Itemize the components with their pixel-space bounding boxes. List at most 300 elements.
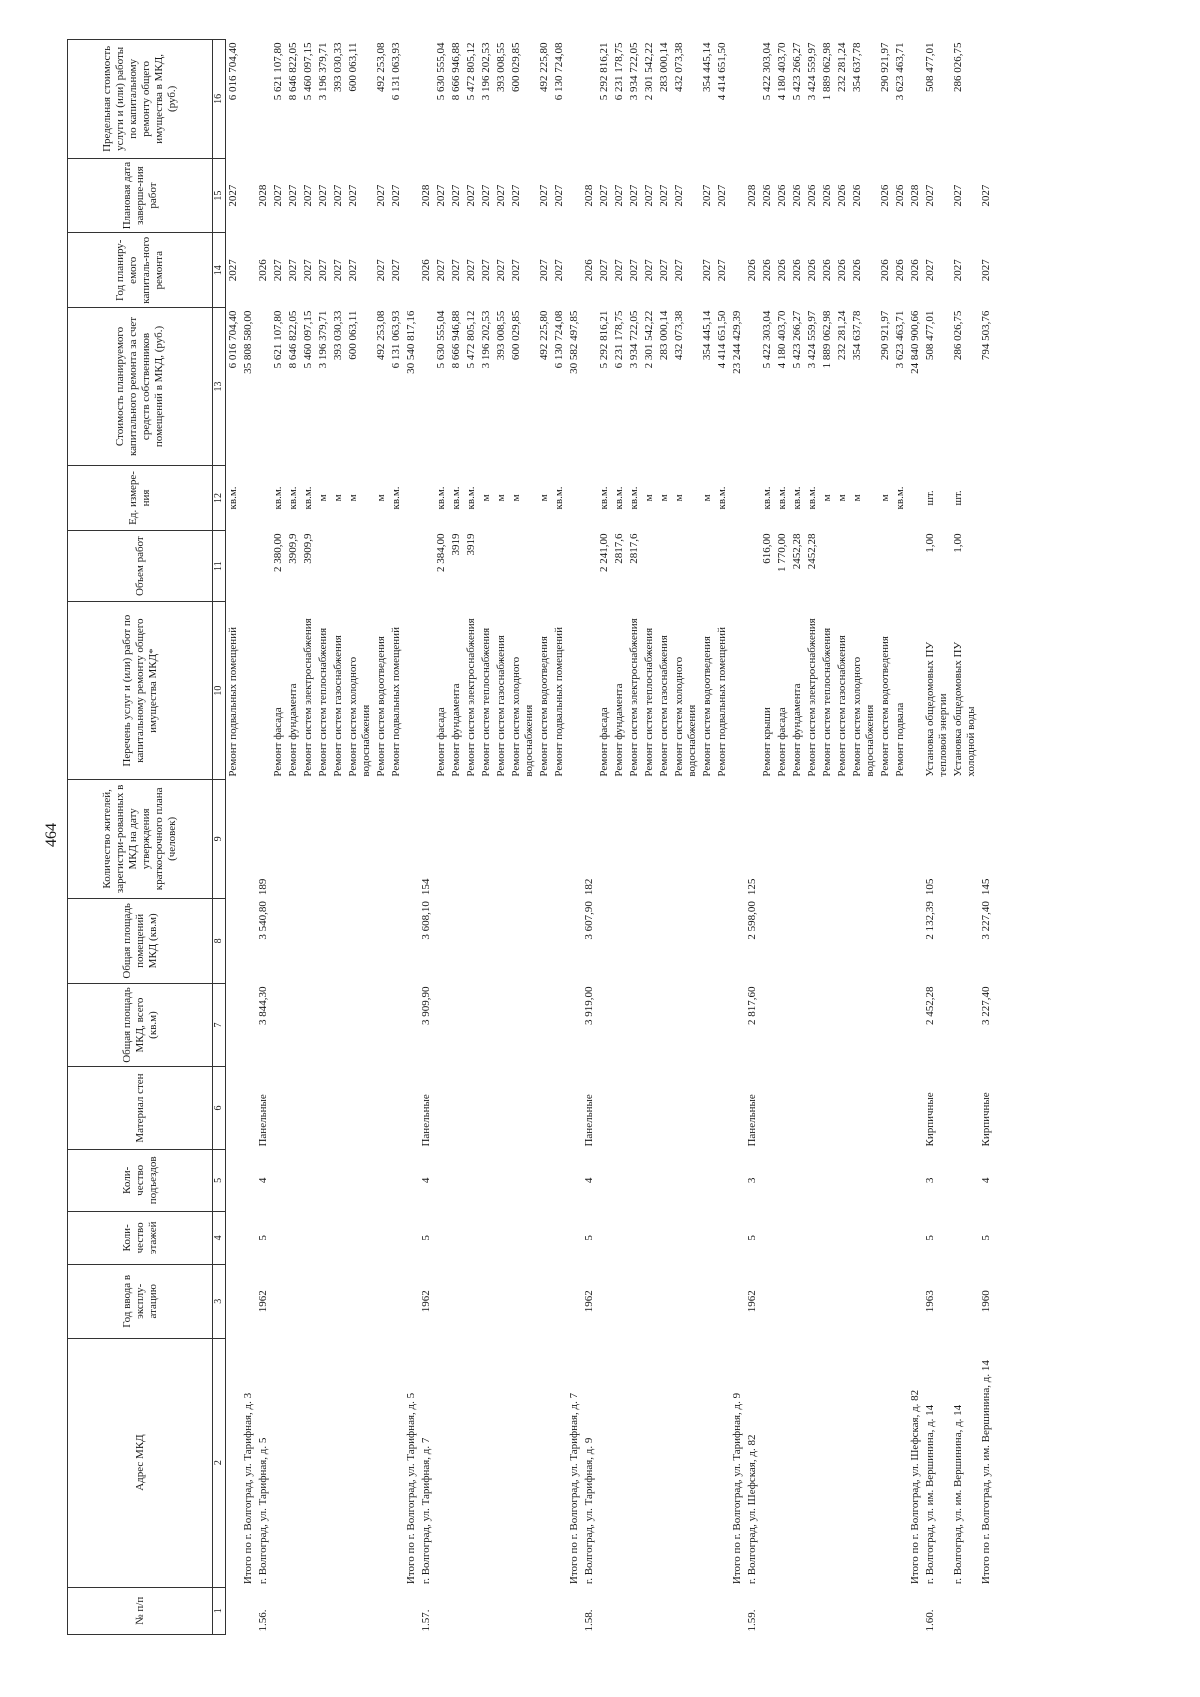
cell-col-11 [316, 531, 331, 602]
column-header-3: Год ввода в эксплу-атацию [68, 1265, 213, 1339]
cell-col-3 [316, 1265, 331, 1339]
cell-col-4: 5 [924, 1235, 936, 1241]
cell-col-6 [672, 1067, 700, 1150]
cell-col-3: 1962 [420, 1290, 432, 1313]
cell-col-6 [567, 1067, 582, 1150]
cell-col-3 [951, 1265, 979, 1339]
table-row [434, 40, 449, 1635]
cell-col-16: 5 460 097,15 [302, 42, 314, 101]
cell-col-6 [642, 1067, 657, 1150]
cell-col-16 [582, 40, 597, 159]
table-row [893, 40, 908, 1635]
cell-col-12: кв.м. [791, 486, 803, 510]
cell-col-16: 6 131 063,93 [390, 42, 402, 101]
cell-col-2 [612, 1338, 627, 1587]
cell-col-10: Ремонт систем теплоснабжения [317, 627, 329, 777]
cell-col-12: кв.м. [761, 486, 773, 510]
column-header-11: Объем работ [68, 531, 213, 602]
cell-col-8 [951, 898, 979, 983]
cell-col-2: г. Волгоград, ул. им. Вершинина, д. 14 [924, 1404, 936, 1585]
column-header-1: № п/п [68, 1587, 213, 1634]
cell-col-9 [642, 780, 657, 899]
cell-col-3 [835, 1265, 850, 1339]
cell-col-10: Ремонт фундамента [613, 683, 625, 777]
cell-col-6 [893, 1067, 908, 1150]
cell-col-4 [850, 1211, 878, 1264]
cell-col-9 [790, 780, 805, 899]
table-row [745, 40, 760, 1635]
cell-col-6 [790, 1067, 805, 1150]
cell-col-8 [346, 898, 374, 983]
cell-col-5 [835, 1150, 850, 1212]
cell-col-13: 30 540 817,16 [405, 310, 417, 374]
cell-col-6 [951, 1067, 979, 1150]
cell-col-14: 2026 [761, 259, 773, 282]
cell-col-2: г. Волгоград, ул. Тарифная, д. 9 [583, 1437, 595, 1585]
cell-col-12: м [332, 494, 344, 502]
cell-col-3 [404, 1265, 419, 1339]
header-row [68, 40, 213, 1635]
cell-col-4 [642, 1211, 657, 1264]
cell-col-6 [850, 1067, 878, 1150]
cell-col-13: 30 582 497,85 [568, 310, 580, 374]
cell-col-3 [374, 1265, 389, 1339]
cell-col-12: м [821, 494, 833, 502]
table-row [301, 40, 316, 1635]
cell-col-5 [301, 1150, 316, 1212]
cell-col-14: 2027 [435, 259, 447, 282]
cell-col-5 [449, 1150, 464, 1212]
cell-col-3 [730, 1265, 745, 1339]
cell-col-2 [878, 1338, 893, 1587]
cell-col-11 [389, 531, 404, 602]
cell-col-5 [730, 1150, 745, 1212]
cell-col-6: Кирпичные [924, 1092, 936, 1147]
cell-col-7 [537, 984, 552, 1067]
cell-col-5 [346, 1150, 374, 1212]
cell-col-6: Панельные [257, 1094, 269, 1147]
cell-col-8 [301, 898, 316, 983]
cell-col-2 [374, 1338, 389, 1587]
cell-col-5 [374, 1150, 389, 1212]
cell-col-6 [479, 1067, 494, 1150]
cell-col-13: 4 180 403,70 [776, 310, 788, 369]
cell-col-16: 6 231 178,75 [613, 42, 625, 101]
cell-col-9 [951, 780, 979, 899]
cell-col-13: 5 621 107,80 [272, 310, 284, 369]
cell-col-11 [346, 531, 374, 602]
cell-col-8 [730, 898, 745, 983]
cell-col-5 [331, 1150, 346, 1212]
cell-col-6 [449, 1067, 464, 1150]
cell-col-15: 2027 [598, 184, 610, 207]
cell-col-4: 5 [257, 1235, 269, 1241]
cell-col-13: 283 000,14 [658, 310, 670, 361]
cell-col-13: 8 646 822,05 [287, 310, 299, 369]
cell-col-12: м [673, 494, 685, 502]
cell-col-9 [700, 780, 715, 899]
cell-col-15: 2027 [226, 158, 242, 233]
table-row [509, 40, 537, 1635]
cell-col-10: Ремонт подвальных помещений [553, 627, 565, 777]
cell-col-2 [226, 1338, 242, 1587]
cell-col-8 [374, 898, 389, 983]
cell-col-6 [286, 1067, 301, 1150]
cell-col-6: Кирпичные [980, 1092, 992, 1147]
cell-col-15: 2027 [952, 184, 964, 207]
cell-col-9 [301, 780, 316, 899]
cell-col-14 [730, 233, 745, 308]
column-number-1: 1 [213, 1587, 226, 1634]
cell-col-15: 2027 [450, 184, 462, 207]
cell-col-15: 2028 [746, 184, 758, 207]
cell-col-14: 2027 [465, 259, 477, 282]
cell-col-10: Ремонт систем теплоснабжения [480, 627, 492, 777]
cell-col-10: Ремонт фасада [598, 707, 610, 777]
cell-col-9 [805, 780, 820, 899]
cell-col-9 [509, 780, 537, 899]
cell-col-8 [567, 898, 582, 983]
cell-col-13: 3 934 722,05 [628, 310, 640, 369]
cell-col-1 [316, 1587, 331, 1634]
cell-col-9 [657, 780, 672, 899]
cell-col-7 [730, 984, 745, 1067]
column-number-10: 10 [213, 602, 226, 780]
cell-col-2: Итого по г. Волгоград, ул. Тарифная, д. 9 [731, 1392, 743, 1585]
cell-col-4 [389, 1211, 404, 1264]
cell-col-13 [582, 308, 597, 466]
cell-col-6 [464, 1067, 479, 1150]
cell-col-16: 6 130 724,08 [553, 42, 565, 101]
cell-col-12: м [347, 494, 359, 502]
cell-col-8 [760, 898, 775, 983]
cell-col-12: кв.м. [272, 486, 284, 510]
column-number-11: 11 [213, 531, 226, 602]
cell-col-6 [730, 1067, 745, 1150]
cell-col-16 [745, 40, 760, 159]
cell-col-15: 2026 [851, 184, 863, 207]
cell-col-15: 2028 [420, 184, 432, 207]
cell-col-1 [226, 1587, 242, 1634]
cell-col-7: 2 452,28 [924, 986, 936, 1026]
cell-col-9 [479, 780, 494, 899]
cell-col-3 [346, 1265, 374, 1339]
cell-col-12 [745, 465, 760, 530]
cell-col-6 [878, 1067, 893, 1150]
cell-col-10 [241, 602, 256, 780]
cell-col-10: Ремонт систем электроснабжения [465, 618, 477, 777]
cell-col-13: 6 016 704,40 [226, 308, 242, 466]
table-row [951, 40, 979, 1635]
table-row [597, 40, 612, 1635]
cell-col-7 [374, 984, 389, 1067]
cell-col-15: 2027 [628, 184, 640, 207]
cell-col-2 [820, 1338, 835, 1587]
cell-col-2 [642, 1338, 657, 1587]
cell-col-8 [494, 898, 509, 983]
column-header-6: Материал стен [68, 1067, 213, 1150]
column-header-14: Год планиру-емого капиталь-ного ремонта [68, 233, 213, 308]
cell-col-4 [951, 1211, 979, 1264]
cell-col-12 [567, 465, 582, 530]
cell-col-13: 6 130 724,08 [553, 310, 565, 369]
cell-col-1 [567, 1587, 582, 1634]
cell-col-1 [715, 1587, 730, 1634]
cell-col-2 [286, 1338, 301, 1587]
cell-col-12: м [851, 494, 863, 502]
cell-col-4 [404, 1211, 419, 1264]
cell-col-12: кв.м. [553, 486, 565, 510]
cell-col-3 [552, 1265, 567, 1339]
cell-col-13 [745, 308, 760, 466]
cell-col-5 [286, 1150, 301, 1212]
cell-col-2 [715, 1338, 730, 1587]
cell-col-16: 5 630 555,04 [435, 42, 447, 101]
cell-col-10 [419, 602, 434, 780]
cell-col-13: 492 253,08 [375, 310, 387, 361]
cell-col-3 [672, 1265, 700, 1339]
cell-col-13: 3 424 559,97 [806, 310, 818, 369]
cell-col-5 [509, 1150, 537, 1212]
cell-col-4: 5 [420, 1235, 432, 1241]
cell-col-2 [760, 1338, 775, 1587]
cell-col-4 [464, 1211, 479, 1264]
table-row [567, 40, 582, 1635]
cell-col-7 [552, 984, 567, 1067]
column-header-2: Адрес МКД [68, 1338, 213, 1587]
cell-col-10 [745, 602, 760, 780]
cell-col-14: 2026 [836, 259, 848, 282]
cell-col-2 [434, 1338, 449, 1587]
column-number-4: 4 [213, 1211, 226, 1264]
table-row [494, 40, 509, 1635]
table-row [908, 40, 923, 1635]
cell-col-3 [597, 1265, 612, 1339]
cell-col-10: Ремонт систем водоотведения [879, 636, 891, 777]
cell-col-9: 182 [583, 878, 595, 896]
cell-col-12: кв.м. [628, 486, 640, 510]
cell-col-4 [672, 1211, 700, 1264]
cell-col-15: 2027 [375, 184, 387, 207]
cell-col-5 [464, 1150, 479, 1212]
cell-col-12 [908, 465, 923, 530]
cell-col-6 [226, 1067, 242, 1150]
table-row [226, 40, 242, 1635]
cell-col-10: Ремонт систем газоснабжения [332, 635, 344, 777]
cell-col-8 [715, 898, 730, 983]
cell-col-13: 600 063,11 [347, 310, 359, 360]
cell-col-7 [672, 984, 700, 1067]
cell-col-8 [878, 898, 893, 983]
cell-col-4: 5 [583, 1235, 595, 1241]
cell-col-1 [389, 1587, 404, 1634]
cell-col-9 [241, 780, 256, 899]
table-row [419, 40, 434, 1635]
cell-col-4 [331, 1211, 346, 1264]
cell-col-11 [820, 531, 835, 602]
cell-col-12 [582, 465, 597, 530]
cell-col-7: 2 817,60 [746, 986, 758, 1026]
cell-col-10 [730, 602, 745, 780]
cell-col-10: Ремонт систем электроснабжения [302, 618, 314, 777]
cell-col-14: 2027 [347, 259, 359, 282]
cell-col-10: Ремонт подвальных помещений [716, 627, 728, 777]
cell-col-9 [893, 780, 908, 899]
cell-col-4 [301, 1211, 316, 1264]
cell-col-10: Ремонт систем газоснабжения [836, 635, 848, 777]
cell-col-1 [241, 1587, 256, 1634]
cell-col-13: 354 637,78 [851, 310, 863, 361]
cell-col-2 [464, 1338, 479, 1587]
cell-col-7 [850, 984, 878, 1067]
cell-col-12: кв.м. [894, 486, 906, 510]
cell-col-14: 2026 [879, 259, 891, 282]
cell-col-15: 2027 [673, 184, 685, 207]
cell-col-15 [241, 158, 256, 233]
cell-col-1 [494, 1587, 509, 1634]
cell-col-4 [878, 1211, 893, 1264]
cell-col-13: 432 073,38 [673, 310, 685, 361]
cell-col-7 [642, 984, 657, 1067]
cell-col-13: 393 008,55 [495, 310, 507, 361]
cell-col-2 [850, 1338, 878, 1587]
cell-col-15: 2027 [538, 184, 550, 207]
cell-col-11 [715, 531, 730, 602]
cell-col-9 [597, 780, 612, 899]
cell-col-10: Ремонт систем газоснабжения [495, 635, 507, 777]
cell-col-13: 794 503,76 [980, 310, 992, 361]
cell-col-11 [672, 531, 700, 602]
cell-col-11: 1 770,00 [776, 533, 788, 573]
cell-col-7 [449, 984, 464, 1067]
cell-col-16: 393 030,33 [332, 42, 344, 92]
cell-col-15: 2028 [583, 184, 595, 207]
cell-col-3 [820, 1265, 835, 1339]
cell-col-16: 508 477,01 [924, 42, 936, 92]
cell-col-8 [271, 898, 286, 983]
cell-col-12: кв.м. [806, 486, 818, 510]
cell-col-3 [878, 1265, 893, 1339]
cell-col-12: м [510, 494, 522, 502]
cell-col-11: 3909,9 [287, 533, 299, 564]
cell-col-14: 2027 [538, 259, 550, 282]
cell-col-6 [316, 1067, 331, 1150]
cell-col-1 [878, 1587, 893, 1634]
cell-col-1 [627, 1587, 642, 1634]
cell-col-9 [715, 780, 730, 899]
column-number-7: 7 [213, 984, 226, 1067]
cell-col-7 [790, 984, 805, 1067]
cell-col-2 [893, 1338, 908, 1587]
cell-col-2 [835, 1338, 850, 1587]
cell-col-1 [286, 1587, 301, 1634]
cell-col-2 [331, 1338, 346, 1587]
cell-col-9 [226, 780, 242, 899]
cell-col-12: кв.м. [302, 486, 314, 510]
cell-col-3 [479, 1265, 494, 1339]
cell-col-6 [241, 1067, 256, 1150]
cell-col-16: 492 253,08 [375, 42, 387, 92]
cell-col-10 [404, 602, 419, 780]
cell-col-13: 232 281,24 [836, 310, 848, 361]
cell-col-10: Ремонт систем холодного водоснабжения [851, 656, 876, 777]
cell-col-7 [479, 984, 494, 1067]
cell-col-2 [271, 1338, 286, 1587]
cell-col-7 [271, 984, 286, 1067]
cell-col-16: 290 921,97 [879, 42, 891, 92]
cell-col-11 [241, 531, 256, 602]
cell-col-11 [657, 531, 672, 602]
cell-col-9 [449, 780, 464, 899]
cell-col-8 [642, 898, 657, 983]
cell-col-1 [760, 1587, 775, 1634]
cell-col-10: Ремонт систем теплоснабжения [643, 627, 655, 777]
cell-col-4 [760, 1211, 775, 1264]
cell-col-16: 4 180 403,70 [776, 42, 788, 101]
column-number-13: 13 [213, 308, 226, 466]
cell-col-8 [700, 898, 715, 983]
cell-col-3 [509, 1265, 537, 1339]
cell-col-14: 2027 [598, 259, 610, 282]
cell-col-7 [627, 984, 642, 1067]
cell-col-16: 393 008,55 [495, 42, 507, 92]
cell-col-12 [404, 465, 419, 530]
cell-col-5 [805, 1150, 820, 1212]
cell-col-13: 492 225,80 [538, 310, 550, 361]
cell-col-10: Ремонт систем теплоснабжения [821, 627, 833, 777]
cell-col-11: 2452,28 [791, 533, 803, 570]
cell-col-4 [715, 1211, 730, 1264]
cell-col-8 [404, 898, 419, 983]
cell-col-14: 2027 [613, 259, 625, 282]
cell-col-12: м [480, 494, 492, 502]
table-row [820, 40, 835, 1635]
cell-col-12: м [658, 494, 670, 502]
cell-col-13 [256, 308, 271, 466]
cell-col-10: Ремонт систем водоотведения [538, 636, 550, 777]
cell-col-15: 2027 [658, 184, 670, 207]
column-number-12: 12 [213, 465, 226, 530]
cell-col-5 [775, 1150, 790, 1212]
cell-col-8 [434, 898, 449, 983]
cell-col-4 [479, 1211, 494, 1264]
cell-col-12: кв.м. [287, 486, 299, 510]
cell-col-4 [893, 1211, 908, 1264]
cell-col-8 [286, 898, 301, 983]
cell-col-16: 3 424 559,97 [806, 42, 818, 101]
cell-col-8 [627, 898, 642, 983]
cell-col-8 [805, 898, 820, 983]
cell-col-11: 2 380,00 [272, 533, 284, 573]
cell-col-15: 2028 [257, 184, 269, 207]
cell-col-4 [434, 1211, 449, 1264]
cell-col-14 [241, 233, 256, 308]
cell-col-9 [775, 780, 790, 899]
cell-col-16 [419, 40, 434, 159]
cell-col-3 [226, 1265, 242, 1339]
cell-col-10: Ремонт систем электроснабжения [806, 618, 818, 777]
cell-col-3 [790, 1265, 805, 1339]
cell-col-8 [612, 898, 627, 983]
cell-col-3 [760, 1265, 775, 1339]
table-row [374, 40, 389, 1635]
table-row [271, 40, 286, 1635]
cell-col-9 [672, 780, 700, 899]
cell-col-1 [612, 1587, 627, 1634]
cell-col-3 [464, 1265, 479, 1339]
column-header-15: Плановая дата заверше-ния работ [68, 158, 213, 233]
cell-col-11 [642, 531, 657, 602]
